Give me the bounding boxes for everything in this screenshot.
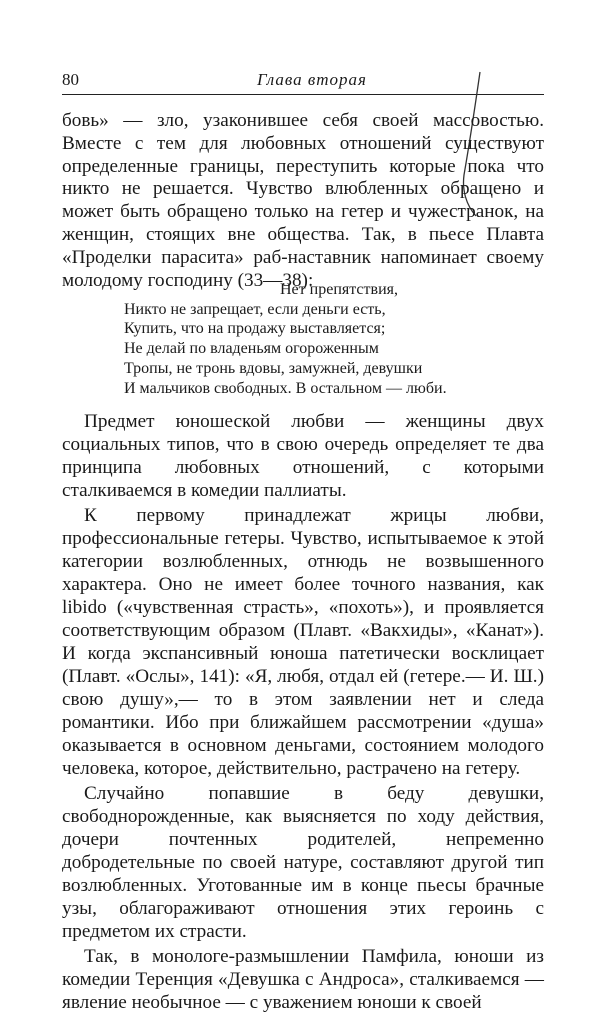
paragraph-text: бовь» — зло, узаконившее себя своей массовостью. Вместе с тем для любовных отношений существуют определенные границы, переступить которые пока что никто не решается. Чувство влюбленных обращено и может быть обращено только на гетер и чужестранок, на женщин, стоящих вне общества. Так, в пьесе Плавта «Проделки парасита» раб-наставник напоминает своему молодому господину (33—38):	[62, 110, 544, 291]
verse-quotation	[124, 280, 544, 398]
verse-line: И мальчиков свободных. В остальном — люби.	[124, 379, 447, 397]
verse-line: Никто не запрещает, если деньги есть,	[124, 300, 386, 318]
body-text	[62, 410, 544, 1016]
paragraph: Так, в монологе-размышлении Памфила, юноши из комедии Теренция «Девушка с Андроса», сталкиваемся — явление необычное — с уважением юноши к своей	[62, 946, 544, 1013]
verse-line: Тропы, не тронь вдовы, замужней, девушки	[124, 359, 423, 377]
paragraph: Случайно попавшие в беду девушки, свободнорожденные, как выясняется по ходу действия, дочери почтенных родителей, непременно добродетельные по своей натуре, составляют другой тип возлюбленных. Уготованные им в конце пьесы брачные узы, облагораживают отношения этих героинь с предметом их страсти.	[62, 783, 544, 942]
opening-paragraph	[62, 110, 544, 292]
verse-line: Нет препятствия,	[280, 281, 398, 298]
paragraph: Предмет юношеской любви — женщины двух социальных типов, что в свою очередь определяет те два принципа любовных отношений, с которыми сталкиваемся в комедии паллиаты.	[62, 411, 544, 501]
verse-line: Не делай по владеньям огороженным	[124, 340, 379, 358]
page-number: 80	[62, 70, 79, 89]
verse-line: Купить, что на продажу выставляется;	[124, 320, 386, 338]
paragraph: К первому принадлежат жрицы любви, профессиональные гетеры. Чувство, испытываемое к этой категории возлюбленных, отнюдь не возвышенного характера. Оно не имеет более точного названия, как libido («чувственная страсть», «похоть»), и проявляется соответствующим образом (Плавт. «Вакхиды», «Канат»). И когда экспансивный юноша патетически восклицает (Плавт. «Ослы», 141): «Я, любя, отдал ей (гетере.— И. Ш.) свою душу»,— то в этом заявлении нет и следа романтики. Ибо при ближайшем рассмотрении «душа» оказывается в основном деньгами, состоянием молодого человека, которое, действительно, растрачено на гетеру.	[62, 505, 544, 779]
running-head: Глава вторая	[257, 70, 367, 89]
